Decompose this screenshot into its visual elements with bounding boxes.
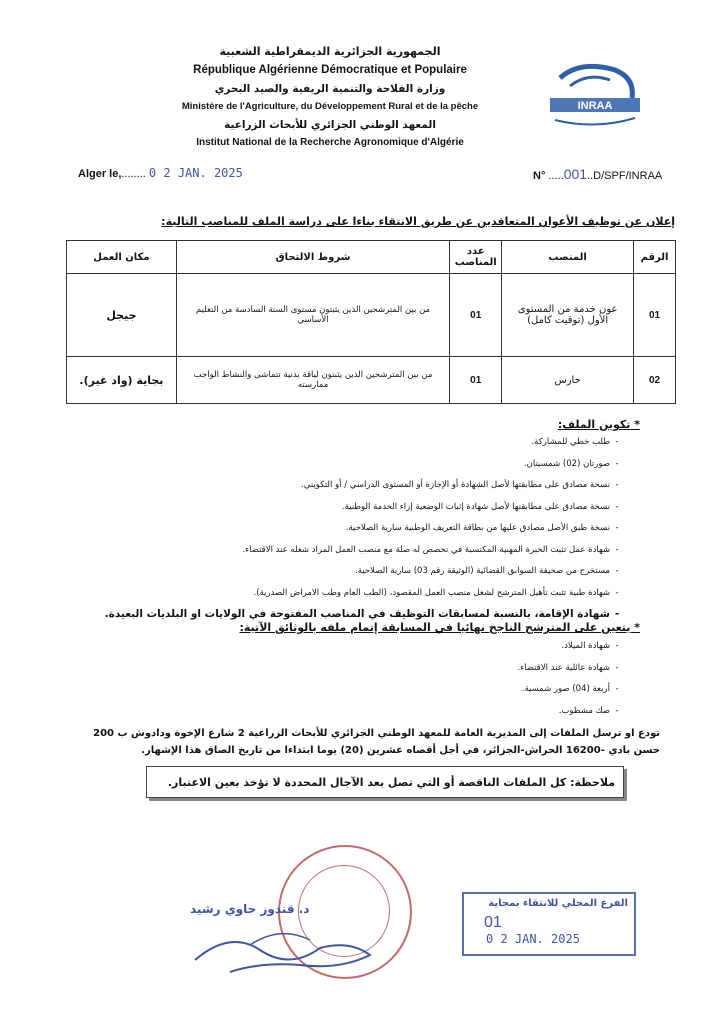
- list-item-text: صورتان (02) شمسيتان.: [523, 458, 610, 469]
- list-item: -مستخرج من صحيفة السوابق القضائية (الوثيقة رقم 03) سارية الصلاحية.: [355, 566, 619, 576]
- row-count: 01: [450, 274, 502, 357]
- header-count: عدد المناصب: [450, 241, 502, 274]
- header-conditions: شروط الالتحاق: [176, 241, 449, 274]
- list-item: -نسخة طبق الأصل مصادق عليها من بطاقة التعريف الوطنية سارية الصلاحية.: [345, 523, 619, 533]
- list-item-text: نسخة مصادق على مطابقتها لأصل الشهادة أو الإجازة أو المستوى الدراسي / أو التكويني.: [301, 480, 610, 490]
- institute-logo: [540, 58, 650, 136]
- list-item: -شهادة الإقامة، بالنسبة لمسابقات التوظيف في المناصب المفتوحة في الولايات او البلديات البعيدة.: [104, 608, 620, 620]
- list-item-text: صك مشطوب.: [558, 705, 610, 716]
- ar-republic: الجمهورية الجزائرية الديمقراطية الشعبية: [219, 45, 441, 58]
- list-item: -شهادة عمل تثبت الخبرة المهنية المكتسبة في تخصص له صلة مع منصب العمل المراد شغله عند الاقتضاء.: [242, 544, 619, 555]
- announcement-title: إعلان عن توظيف الأعوان المتعاقدين عن طريق الانتقاء بناءا على دراسة الملف للمناصب التالية:: [161, 215, 675, 228]
- ref-date: 0 2 JAN. 2025: [148, 166, 243, 180]
- row-conditions: من بين المترشحين الذين يثبتون مستوى السنة السادسة من التعليم الأساسي: [176, 274, 449, 357]
- list-item: -شهادة الميلاد.: [561, 641, 619, 651]
- stamp-title: الفرع المحلي للانتقاء بمجاية: [488, 898, 628, 909]
- file-section-title-text: تكوين الملف:: [557, 418, 631, 431]
- list-item-text: شهادة الإقامة، بالنسبة لمسابقات التوظيف في المناصب المفتوحة في الولايات او البلديات البعيدة.: [104, 608, 610, 620]
- list-item-text: مستخرج من صحيفة السوابق القضائية (الوثيقة رقم 03) سارية الصلاحية.: [355, 566, 610, 576]
- list-item-text: شهادة الميلاد.: [561, 641, 610, 651]
- stamp-date: 0 2 JAN. 2025: [486, 932, 580, 946]
- row-count: 01: [450, 357, 502, 404]
- ref-date-line: Alger le,........ 0 2 JAN. 2025: [78, 166, 243, 180]
- row-place: بجاية (واد غير).: [67, 357, 177, 404]
- list-item: -نسخة مصادق على مطابقتها لأصل الشهادة أو الإجازة أو المستوى الدراسي / أو التكويني.: [301, 480, 619, 490]
- stamp-number: 01: [484, 914, 502, 931]
- submission-line-2: حسن بادي -16200 الحراش-الجزائر، في أجل أقصاه عشرين (20) يوما ابتداءا من تاريخ الصاق هذا الإشهار.: [141, 745, 660, 756]
- winner-section-title-text: يتعين على المترشح الناجح نهائيا في المسابقة إتمام ملفه بالوثائق الآتية:: [239, 621, 631, 634]
- row-post: عون خدمة من المستوى الأول (توقيت كامل): [502, 274, 634, 357]
- list-item: -شهادة عائلية عند الاقتضاء.: [517, 662, 619, 673]
- list-item-text: نسخة طبق الأصل مصادق عليها من بطاقة التعريف الوطنية سارية الصلاحية.: [345, 523, 610, 533]
- row-num: 02: [634, 357, 676, 404]
- header-post: المنصب: [502, 241, 634, 274]
- list-item: -صك مشطوب.: [558, 705, 619, 716]
- ref-number: 001: [563, 166, 588, 182]
- list-item: -شهادة طبية تثبت تأهيل المترشح لشغل منصب العمل المقصود، (الطب العام وطب الامراض الصدرية).: [253, 587, 619, 598]
- row-post: حارس: [502, 357, 634, 404]
- list-item-text: نسخة مصادق على مطابقتها لأصل شهادة إثبات الوضعية إزاء الخدمة الوطنية.: [341, 501, 610, 512]
- submission-line-1: تودع او ترسل الملفات إلى المديرية العامة للمعهد الوطني الجزائري للأبحاث الزراعية 2 شارع الإخوة ودادوش ب 200: [93, 728, 660, 739]
- number-label: N°: [533, 170, 546, 182]
- row-conditions: من بين المترشحين الذين يثبتون لياقة بدنية تتماشى والنشاط الواجب ممارسته: [176, 357, 449, 404]
- reception-stamp: [462, 892, 636, 956]
- handwritten-signature: [190, 920, 400, 984]
- ar-ministry: وزارة الفلاحة والتنمية الريفية والصيد البحري: [214, 83, 446, 95]
- winner-items-list: [84, 636, 624, 722]
- list-item-text: شهادة طبية تثبت تأهيل المترشح لشغل منصب العمل المقصود، (الطب العام وطب الامراض الصدرية).: [253, 587, 610, 598]
- header-place: مكان العمل: [67, 241, 177, 274]
- list-item: -نسخة مصادق على مطابقتها لأصل شهادة إثبات الوضعية إزاء الخدمة الوطنية.: [341, 501, 619, 512]
- list-item: -طلب خطي للمشاركة.: [531, 437, 619, 447]
- row-place: جيجل: [67, 274, 177, 357]
- logo-text: INRAA: [577, 100, 613, 112]
- fr-republic: République Algérienne Démocratique et Populaire: [193, 64, 467, 76]
- winner-section-title: * يتعين على المترشح الناجح نهائيا في المسابقة إتمام ملفه بالوثائق الآتية:: [239, 621, 640, 634]
- fr-ministry: Ministère de l'Agriculture, du Développement Rural et de la pêche: [181, 101, 479, 112]
- file-section-title: * تكوين الملف:: [557, 418, 640, 431]
- file-items-list: [84, 432, 624, 626]
- note-box: ملاحظة: كل الملفات الناقصة أو التي تصل بعد الآجال المحددة لا تؤخذ بعين الاعتبار.: [146, 766, 624, 798]
- ref-number-line: N° .....001..D/SPF/INRAA: [533, 166, 663, 182]
- list-item-text: شهادة عائلية عند الاقتضاء.: [517, 662, 610, 673]
- list-item: -صورتان (02) شمسيتان.: [523, 458, 619, 469]
- list-item-text: طلب خطي للمشاركة.: [531, 437, 610, 447]
- signatory-name: د. قندوز حاوي رشيد: [190, 902, 310, 916]
- table-row: [67, 274, 676, 357]
- positions-table: [66, 240, 676, 404]
- list-item: -أربعة (04) صور شمسية.: [521, 684, 619, 694]
- row-num: 01: [634, 274, 676, 357]
- ref-suffix: D/SPF/INRAA: [593, 170, 663, 182]
- list-item-text: شهادة عمل تثبت الخبرة المهنية المكتسبة في تخصص له صلة مع منصب العمل المراد شغله عند الاقتضاء.: [242, 544, 610, 555]
- list-item-text: أربعة (04) صور شمسية.: [521, 684, 610, 694]
- ar-institute: المعهد الوطني الجزائري للأبحاث الزراعية: [224, 119, 436, 131]
- place-label: Alger le,: [78, 168, 122, 180]
- table-header-row: [67, 241, 676, 274]
- header-num: الرقم: [634, 241, 676, 274]
- table-row: [67, 357, 676, 404]
- fr-institute: Institut National de la Recherche Agronomique d'Algérie: [196, 137, 464, 148]
